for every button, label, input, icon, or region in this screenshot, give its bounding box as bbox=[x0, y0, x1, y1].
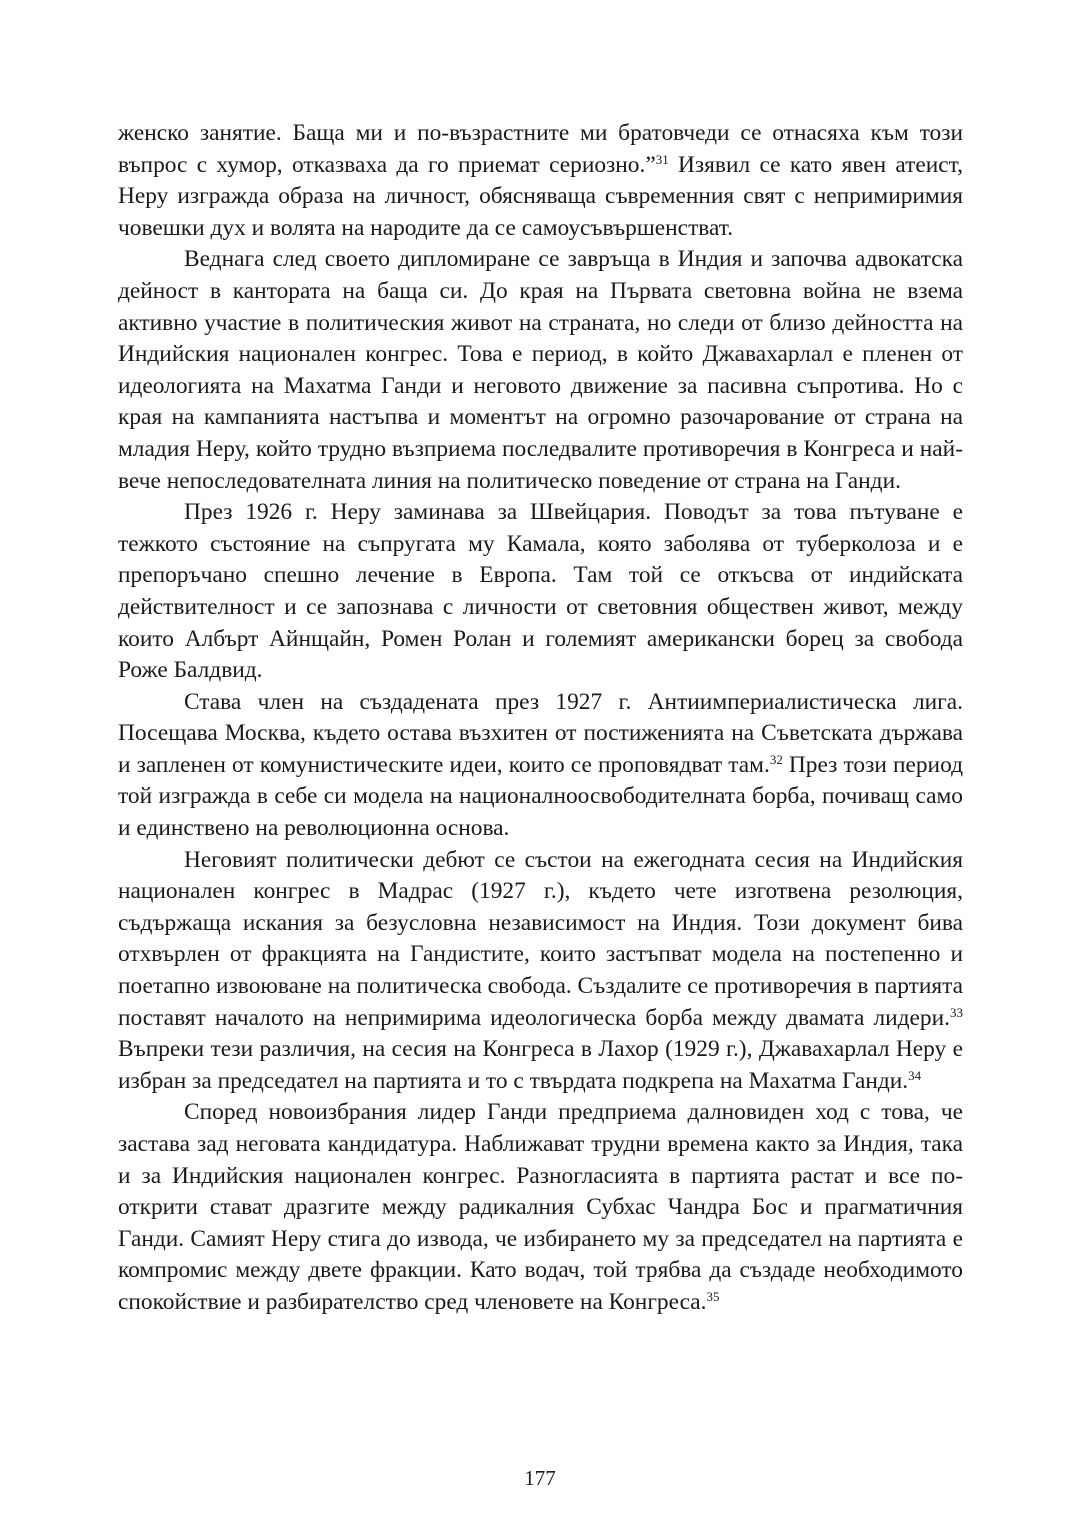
paragraph-2 bbox=[118, 244, 963, 497]
text-run: Неговият политически дебют се състои на ежегодната сесия на Индийския национален конгрес в Мадрас (1927 г.), където чете изготвена резолюция, съдържаща искания за безусловна независимост на Индия. Този документ бива отхвърлен от фракцията на Гандистите, които застъпват модела на постепенно и поетапно извоюване на политическа свобода. Създалите се противоречия в партията поставят началото на непримирима идеологическа борба между двамата лидери. bbox=[118, 846, 963, 1031]
footnote-ref-32[interactable]: 32 bbox=[769, 751, 783, 767]
paragraph-3 bbox=[118, 497, 963, 687]
text-run: Става член на създадената през 1927 г. Антиимпериалистическа лига. Посещава Москва, където остава възхитен от постиженията на Съветската държава и запленен от комунистическите идеи, които се проповядват там. bbox=[118, 688, 963, 778]
paragraph-4 bbox=[118, 687, 963, 845]
footnote-ref-35[interactable]: 35 bbox=[706, 1288, 720, 1304]
text-run: Веднага след своето дипломиране се завръща в Индия и започва адвокатска дейност в кантората на баща си. До края на Първата световна война не взема активно участие в политическия живот на страната, но следи от близо дейността на Индийския национален конгрес. Това е период, в който Джавахарлал е пленен от идеологията на Махатма Ганди и неговото движение за пасивна съпротива. Но с края на кампанията настъпва и моментът на огромно разочарование от страна на младия Неру, който трудно възприема последвалите противоречия в Конгреса и най-вече непоследователната линия на политическо поведение от страна на Ганди. bbox=[118, 246, 963, 494]
page-number: 177 bbox=[524, 1466, 556, 1490]
paragraph-1 bbox=[118, 118, 963, 244]
text-run: През този период той изгражда в себе си модела на националноосвободителната борба, почиващ само и единствено на революционна основа. bbox=[118, 751, 963, 842]
text-run: женско занятие. Баща ми и по-възрастните ми братовчеди се отнасяха към този въпрос с хумор, отказваха да го приемат сериозно.” bbox=[118, 120, 963, 178]
footnote-ref-33[interactable]: 33 bbox=[950, 1004, 963, 1020]
paragraph-6 bbox=[118, 1097, 963, 1318]
paragraph-5 bbox=[118, 845, 963, 1098]
footnote-ref-31[interactable]: 31 bbox=[655, 151, 669, 167]
text-run: Въпреки тези различия, на сесия на Конгреса в Лахор (1929 г.), Джавахарлал Неру е избран за председател на партията и то с твърдата подкрепа на Махатма Ганди. bbox=[118, 1036, 963, 1094]
footnote-ref-34[interactable]: 34 bbox=[908, 1067, 922, 1083]
text-run: През 1926 г. Неру заминава за Швейцария. Поводът за това пътуване е тежкото състояние на съпругата му Камала, която заболява от туберколоза и е препоръчано спешно лечение в Европа. Там той се откъсва от индийската действителност и се запознава с личности от световния обществен живот, между които Албърт Айнщайн, Ромен Ролан и големият американски борец за свобода Роже Балдвид. bbox=[118, 499, 963, 684]
body-text bbox=[118, 118, 963, 1319]
text-run: Изявил се като явен атеист, Неру изгражда образа на личност, обясняваща съвременния свят с непримиримия човешки дух и волята на народите да се самоусъвършенстват. bbox=[118, 151, 963, 241]
text-run: Според новоизбрания лидер Ганди предприема далновиден ход с това, че застава зад неговата кандидатура. Наближават трудни времена както за Индия, така и за Индийския национален конгрес. Разногласията в партията растат и все по-открити стават дразгите между радикалния Субхас Чандра Бос и прагматичния Ганди. Самият Неру стига до извода, че избирането му за председател на партията е компромис между двете фракции. Като водач, той трябва да създаде необходимото спокойствие и разбирателство сред членовете на Конгреса. bbox=[118, 1099, 963, 1315]
